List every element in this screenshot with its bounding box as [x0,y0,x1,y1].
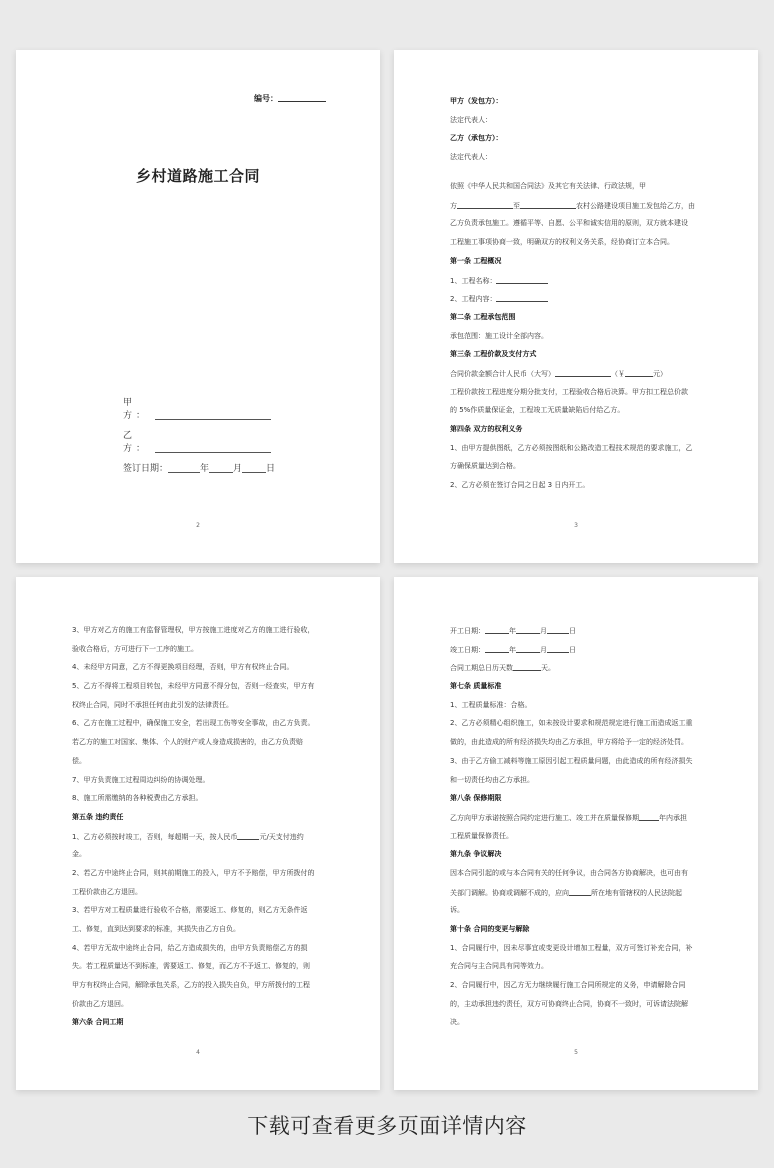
text-line: 2、若乙方中途终止合同，则其前期施工的投入，甲方不予赔偿，甲方所拨付的 [72,868,315,877]
text-line: 失。若工程质量达不到标准，需要返工、修复，而乙方不予返工、修复的，则 [72,962,310,971]
page-3-body [450,97,718,500]
serial-number-label: 编号： [254,94,278,103]
text-line: 的，主动承担违约责任，双方可协商终止合同，协商不一致时，可诉请法院解 [450,999,688,1008]
section-heading: 第八条 保修期限 [450,794,502,803]
text-line: 若乙方的施工对国家、集体、个人的财产或人身造成损害的，由乙方负责赔 [72,738,303,747]
text-line: 3、由于乙方偷工减料等施工原因引起工程质量问题，由此造成的所有经济损失 [450,756,693,765]
section-heading: 第四条 双方的权利义务 [450,425,523,433]
text-line: 3、甲方对乙方的施工有监督管理权，甲方按施工进度对乙方的施工进行验收， [72,626,315,634]
year-label: 年 [200,464,210,474]
blank [496,276,548,284]
text-line: 1、工程名称： [450,276,718,285]
party-b-label: 乙 方： [123,431,150,454]
text-line: 因本合同引起的或与本合同有关的任何争议，由合同各方协商解决，也可由有 [450,868,688,877]
blank [547,645,569,653]
text-line: 2、乙方必须在签订合同之日起 3 日内开工。 [450,481,590,490]
month-blank [209,462,233,473]
contract-page-5 [394,577,758,1090]
text-line: 乙方负责承包施工。遵循平等、自愿、公平和诚实信用的原则，双方就本建设 [450,219,688,228]
text-line: 甲方有权终止合同，解除承包关系，乙方的投入损失自负，甲方所拨付的工程 [72,981,310,990]
section-heading: 第三条 工程价款及支付方式 [450,350,537,359]
section-heading: 第十条 合同的变更与解除 [450,925,530,933]
text-line: 竣工日期： 年 月 日 [450,645,576,654]
text-line: 价款由乙方退回。 [72,999,128,1008]
blank [547,626,569,634]
blank [513,663,541,671]
page-number: 3 [574,522,578,529]
text-line: 诉。 [450,906,464,915]
text-line: 乙方向甲方承诺按照合同约定进行施工、竣工并在质量保修期 年内承担 [450,813,687,822]
sign-date-line [123,461,275,474]
month-label: 月 [233,464,243,474]
page-number: 4 [196,1049,200,1056]
text-line: 验收合格后，方可进行下一工序的施工。 [72,644,198,653]
section-heading: 第九条 争议解决 [450,850,502,859]
blank [569,888,591,896]
page-number: 2 [196,522,200,529]
blank [516,645,540,653]
blank [625,369,653,377]
text-line: 充合同与主合同具有同等效力。 [450,962,548,971]
text-line: 承包范围：施工设计全部内容。 [450,331,548,340]
text-line: 4、若甲方无故中途终止合同，给乙方造成损失的，由甲方负责赔偿乙方的损 [72,943,308,952]
party-a-heading: 甲方（发包方）： [450,97,503,105]
text-line: 2、乙方必须精心组织施工，如未按设计要求和规范规定进行施工而造成返工重 [450,719,693,728]
text-line: 做的，由此造成的所有经济损失均由乙方承担，甲方将给予一定的经济处罚。 [450,738,688,747]
text-line: 工程施工事项协商一致，明确双方的权利义务关系，经协商订立本合同。 [450,238,674,247]
text-line: 依照《中华人民共和国合同法》及其它有关法律、行政法规，甲 [450,182,646,191]
text-line: 法定代表人： [450,153,492,162]
text-line: 决。 [450,1018,464,1027]
contract-page-3 [394,50,758,563]
section-heading: 第一条 工程概况 [450,256,502,265]
contract-page-cover [16,50,380,563]
blank [485,626,509,634]
blank [639,813,659,821]
serial-number-field [254,93,326,104]
text-line: 5、乙方不得将工程项目转包，未经甲方同意不得分包，否则一经查实，甲方有 [72,682,315,691]
page-4-body [72,626,340,1037]
party-b-heading: 乙方（承包方）： [450,134,503,143]
party-b-blank [155,442,271,453]
contract-title: 乡村道路施工合同 [136,167,261,185]
text-line: 合同价款金额合计人民币（大写） （￥ 元） [450,369,667,378]
text-line: 4、未经甲方同意，乙方不得更换项目经理，否则，甲方有权终止合同。 [72,663,294,672]
blank [520,201,576,209]
section-heading: 第二条 工程承包范围 [450,312,516,321]
text-line: 1、乙方必须按时竣工，否则，每超期一天，按人民币 元/天支付违约 [72,832,304,841]
text-line: 8、施工所需缴纳的各种税费由乙方承担。 [72,794,203,803]
text-line: 合同工期总日历天数 天。 [450,664,555,673]
day-blank [242,462,266,473]
text-line: 工程质量保修责任。 [450,831,513,840]
party-a-blank [155,409,271,420]
download-caption: 下载可查看更多页面详情内容 [247,1114,527,1138]
contract-page-4 [16,577,380,1090]
text-line: 3、若甲方对工程质量进行验收不合格，需要返工、修复的，则乙方无条件返 [72,906,308,915]
text-line: 工、修复，直到达到要求的标准，其损失由乙方自负。 [72,925,240,933]
party-b-signature-line [123,428,271,454]
text-line: 1、由甲方提供图纸，乙方必须按图纸和公路改造工程技术规范的要求施工，乙 [450,443,693,452]
text-line: 方 至 农村公路建设项目施工发包给乙方，由 [450,201,695,210]
text-line: 法定代表人： [450,115,492,124]
blank [496,294,548,302]
text-line: 7、甲方负责施工过程周边纠纷的协调处理。 [72,775,210,784]
page-5-body [450,626,718,1037]
blank [516,626,540,634]
text-line: 金。 [72,850,86,859]
text-line: 工程价款按工程进度分期分批支付，工程验收合格后决算。甲方扣工程总价款 [450,387,688,396]
sign-date-label: 签订日期： [123,464,169,474]
text-line: 的 5%作质量保证金，工程竣工无质量缺陷后付给乙方。 [450,406,625,415]
text-line: 和一切责任均由乙方承担。 [450,775,534,784]
blank [485,645,509,653]
text-line: 6、乙方在施工过程中，确保施工安全，若出现工伤等安全事故，由乙方负责。 [72,719,315,728]
text-line: 方确保质量达到合格。 [450,462,520,471]
blank [237,832,259,840]
text-line: 2、工程内容： [450,294,718,303]
section-heading: 第七条 质量标准 [450,682,502,691]
text-line: 1、工程质量标准：合格。 [450,700,532,709]
section-heading: 第五条 违约责任 [72,812,124,821]
serial-number-blank [278,93,326,102]
text-line: 关部门调解。协商或调解不成的，应向 所在地有管辖权的人民法院起 [450,888,682,897]
blank [457,201,513,209]
text-line: 开工日期： 年 月 日 [450,627,576,635]
year-blank [168,462,200,473]
page-number: 5 [574,1049,578,1056]
party-a-signature-line [123,395,271,421]
text-line: 权终止合同，同时不承担任何由此引发的法律责任。 [72,700,233,709]
party-a-label: 甲 方： [123,398,150,421]
text-line: 2、合同履行中，因乙方无力继续履行施工合同所规定的义务，申请解除合同 [450,981,686,990]
blank [555,369,611,377]
text-line: 偿。 [72,756,86,765]
day-label: 日 [266,464,276,474]
text-line: 工程价款由乙方退回。 [72,887,142,896]
text-line: 1、合同履行中，因未尽事宜或变更设计增加工程量，双方可签订补充合同，补 [450,943,693,952]
section-heading: 第六条 合同工期 [72,1018,124,1027]
